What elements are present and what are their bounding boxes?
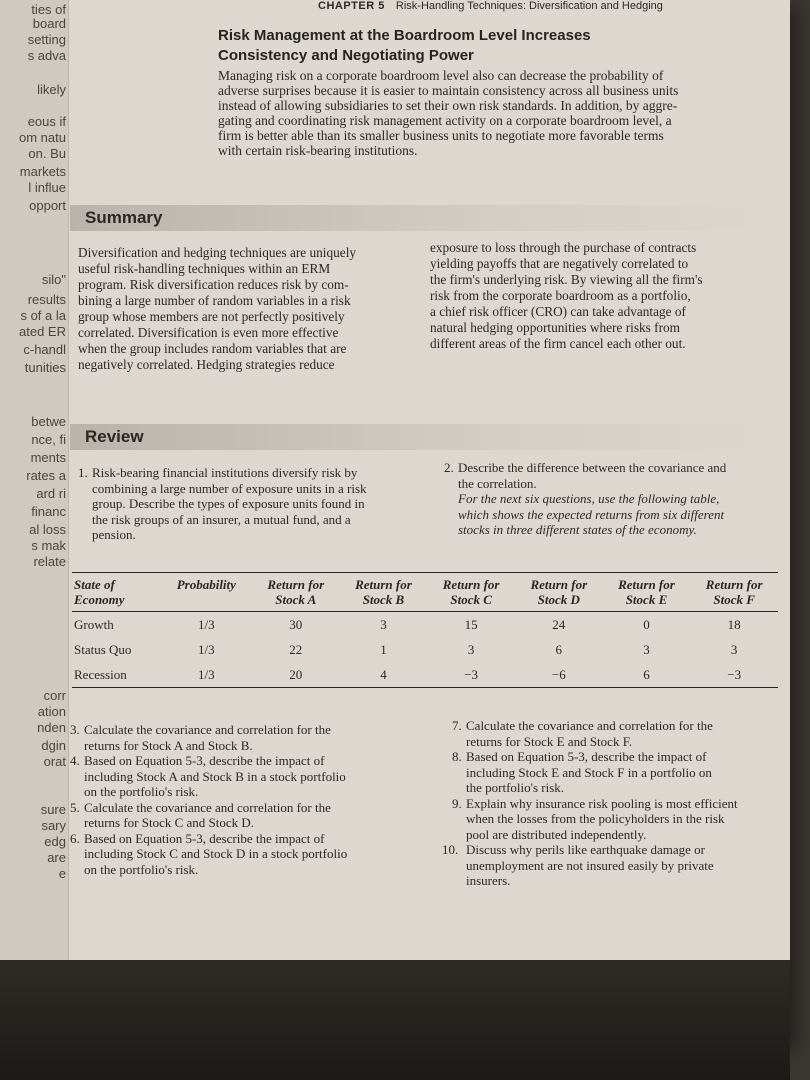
photo-background: [0, 960, 790, 1080]
question-line: including Stock C and Stock D in a stock portfolio: [84, 846, 348, 861]
summary-line: different areas of the firm cancel each other out.: [430, 336, 686, 351]
table-cell: −3: [427, 662, 515, 688]
question-line: Describe the difference between the covariance and: [458, 460, 727, 475]
stock-returns-table: [72, 572, 778, 688]
table-cell: 3: [643, 641, 650, 657]
margin-fragment: c-handl: [23, 342, 66, 357]
summary-line: exposure to loss through the purchase of contracts: [430, 240, 697, 255]
margin-fragment: are: [47, 850, 66, 865]
margin-fragment: opport: [29, 198, 66, 213]
summary-line: yielding payoffs that are negatively correlated to: [430, 256, 689, 271]
review-question-6: [70, 830, 419, 878]
question-line: Based on Equation 5-3, describe the impact of: [84, 830, 325, 846]
question-line: returns for Stock E and Stock F.: [466, 733, 633, 749]
table-cell: 6: [603, 662, 691, 688]
header-stock-b: Return for Stock B: [340, 573, 428, 612]
margin-fragment: ments: [30, 450, 66, 465]
paragraph-line: firm is better able than its smaller business units to negotiate more favorable terms: [218, 128, 664, 143]
review-question-7: [452, 718, 786, 749]
table-cell: 6: [555, 641, 563, 657]
margin-fragment: s adva: [27, 48, 66, 63]
question-number: 6.: [70, 830, 80, 846]
question-line: pool are distributed independently.: [466, 826, 647, 842]
table-cell: Status Quo: [74, 641, 132, 657]
question-number: 7.: [452, 718, 462, 733]
header-state-of-economy: State of Economy: [72, 573, 161, 612]
margin-fragment: sary: [41, 818, 66, 833]
margin-fragment: nden: [37, 720, 66, 735]
margin-fragment: l influe: [28, 180, 66, 195]
review-heading: Review: [85, 427, 144, 446]
question-line: Calculate the covariance and correlation for the: [84, 722, 331, 737]
header-stock-f: Return for Stock F: [690, 573, 778, 612]
margin-fragment: sure: [40, 802, 66, 817]
question-line: Calculate the covariance and correlation for the: [466, 718, 713, 733]
margin-fragment: relate: [33, 554, 66, 569]
question-line: Calculate the covariance and correlation for the: [84, 799, 331, 815]
margin-fragment: ation: [37, 704, 66, 719]
question-number: 5.: [70, 799, 80, 815]
margin-fragment: nce, fi: [31, 432, 66, 447]
table-row: [72, 662, 778, 688]
question-line: on the portfolio's risk.: [84, 861, 199, 877]
summary-line: correlated. Diversification is even more effective: [78, 325, 339, 340]
question-line: the risk groups of an insurer, a mutual fund, and a: [92, 511, 351, 527]
table-cell: 4: [340, 662, 428, 688]
question-line: including Stock E and Stock F in a portfolio on: [466, 764, 712, 780]
question-line: when the losses from the policyholders in the risk: [466, 811, 725, 826]
boardroom-heading-line2: Consistency and Negotiating Power: [218, 47, 474, 64]
summary-heading: Summary: [85, 208, 163, 227]
question-line: the correlation.: [458, 475, 537, 491]
question-line: Discuss why perils like earthquake damage or: [466, 842, 705, 857]
review-questions-right: [442, 718, 786, 889]
review-question-9: [452, 795, 786, 843]
table-cell: 30: [289, 616, 303, 632]
table-cell: 1/3: [161, 662, 252, 688]
margin-fragment: likely: [37, 82, 66, 97]
table-cell: Recession: [72, 662, 161, 688]
margin-fragment: dgin: [41, 738, 66, 753]
table-header-row: [72, 573, 778, 612]
summary-line: useful risk-handling techniques within an ERM: [78, 261, 331, 276]
question-line: on the portfolio's risk.: [84, 784, 199, 799]
margin-fragment: markets: [19, 164, 66, 179]
paragraph-line: adverse surprises because it is easier to maintain consistency across all business units: [218, 83, 679, 98]
chapter-title: Risk-Handling Techniques: Diversification and Hedging: [395, 0, 663, 12]
margin-fragment: om natu: [19, 130, 66, 145]
margin-fragment: betwe: [31, 414, 66, 429]
table-cell: Growth: [74, 616, 114, 632]
review-question-3: [70, 722, 419, 753]
margin-fragment: board: [32, 16, 66, 31]
margin-fragment: eous if: [27, 114, 66, 129]
summary-right-column: [430, 240, 770, 352]
table-instruction-line: stocks in three different states of the economy.: [458, 522, 697, 537]
header-probability: Probability: [161, 573, 252, 612]
margin-fragment: on. Bu: [28, 146, 66, 161]
review-question-4: [70, 753, 419, 800]
summary-band: [70, 205, 790, 231]
margin-fragment: al loss: [29, 522, 66, 537]
review-band: [70, 424, 790, 450]
header-stock-e: Return for Stock E: [603, 573, 691, 612]
question-number: 8.: [452, 749, 462, 764]
question-line: unemployment are not insured easily by private: [466, 857, 714, 873]
question-number: 1.: [78, 465, 88, 480]
question-number: 10.: [442, 842, 459, 857]
summary-line: Diversification and hedging techniques are uniquely: [78, 245, 357, 260]
table-cell: 3: [730, 641, 738, 657]
margin-fragment: orat: [43, 754, 66, 769]
table-row: [72, 637, 778, 662]
summary-line: when the group includes random variables that are: [78, 341, 347, 356]
previous-page-margin: [0, 0, 69, 960]
question-line: Risk-bearing financial institutions diversify risk by: [92, 465, 358, 480]
margin-fragment: s of a la: [20, 308, 66, 323]
table-cell: −3: [690, 662, 778, 688]
running-head: [318, 0, 738, 16]
question-number: 4.: [70, 753, 80, 768]
summary-line: bining a large number of random variables in a risk: [78, 293, 351, 308]
review-question-5: [70, 799, 419, 831]
boardroom-section: [218, 26, 758, 158]
margin-fragment: rates a: [26, 468, 66, 483]
question-line: pension.: [92, 527, 136, 542]
table-cell: 1: [380, 641, 387, 657]
table-cell: 3: [380, 616, 387, 632]
margin-fragment: ated ER: [19, 324, 66, 339]
review-question-2: [444, 460, 773, 538]
boardroom-heading-line1: Risk Management at the Boardroom Level Increases: [218, 27, 591, 44]
question-line: Based on Equation 5-3, describe the impact of: [84, 753, 325, 768]
margin-fragment: tunities: [24, 360, 66, 375]
table-cell: 24: [552, 616, 566, 632]
question-line: combining a large number of exposure units in a risk: [92, 480, 367, 496]
summary-line: the firm's underlying risk. By viewing all the firm's: [430, 272, 703, 287]
table-cell: 22: [289, 641, 303, 657]
table-instruction-line: For the next six questions, use the following table,: [458, 491, 720, 506]
paragraph-line: gating and coordinating risk management activity on a corporate boardroom level, a: [218, 113, 672, 128]
review-question-1: [78, 465, 422, 543]
review-question-8: [452, 749, 786, 796]
header-stock-c: Return for Stock C: [427, 573, 515, 612]
margin-fragment: corr: [43, 688, 66, 703]
question-number: 9.: [452, 795, 462, 811]
question-number: 2.: [444, 460, 454, 475]
margin-fragment: s mak: [31, 538, 66, 553]
summary-line: a chief risk officer (CRO) can take advantage of: [430, 304, 686, 319]
summary-line: natural hedging opportunities where risks from: [430, 320, 680, 335]
summary-line: group whose members are not perfectly positively: [78, 309, 345, 324]
margin-fragment: ard ri: [36, 486, 66, 501]
table-cell: 1/3: [198, 641, 215, 657]
summary-line: program. Risk diversification reduces risk by com-: [78, 277, 349, 292]
question-line: group. Describe the types of exposure units found in: [92, 496, 365, 511]
margin-fragment: silo": [41, 272, 66, 287]
review-question-10: [442, 842, 786, 889]
question-line: Based on Equation 5-3, describe the impact of: [466, 749, 707, 764]
margin-fragment: setting: [27, 32, 66, 47]
question-number: 3.: [70, 722, 80, 737]
question-line: the portfolio's risk.: [466, 780, 565, 795]
chapter-label: CHAPTER 5: [318, 0, 385, 12]
table-cell: 15: [464, 616, 478, 632]
table-row: [72, 612, 778, 638]
boardroom-paragraph: [218, 68, 758, 158]
table-cell: 20: [252, 662, 340, 688]
table-cell: 0: [643, 616, 650, 632]
table-cell: −6: [515, 662, 603, 688]
margin-fragment: edg: [44, 834, 66, 849]
margin-fragment: results: [27, 292, 66, 307]
question-line: insurers.: [466, 873, 511, 888]
table-cell: 3: [467, 641, 475, 657]
summary-left-column: [78, 245, 418, 373]
margin-fragment: ties of: [31, 2, 66, 17]
paragraph-line: instead of allowing subsidiaries to set their own risk standards. In addition, by aggre-: [218, 98, 678, 113]
header-stock-d: Return for Stock D: [515, 573, 603, 612]
question-line: returns for Stock C and Stock D.: [84, 815, 255, 830]
question-line: including Stock A and Stock B in a stock portfolio: [84, 768, 346, 784]
table-cell: 18: [727, 616, 741, 632]
paragraph-line: with certain risk-bearing institutions.: [218, 143, 418, 158]
margin-fragment: financ: [31, 504, 66, 519]
review-questions-left: [70, 722, 419, 877]
question-line: returns for Stock A and Stock B.: [84, 737, 253, 753]
question-line: Explain why insurance risk pooling is most efficient: [466, 795, 738, 811]
paragraph-line: Managing risk on a corporate boardroom level also can decrease the probability of: [218, 68, 664, 83]
summary-line: negatively correlated. Hedging strategies reduce: [78, 357, 335, 372]
header-stock-a: Return for Stock A: [252, 573, 340, 612]
margin-fragment: e: [58, 866, 66, 881]
summary-line: risk from the corporate boardroom as a portfolio,: [430, 288, 691, 303]
table-cell: 1/3: [198, 616, 215, 632]
table-instruction-line: which shows the expected returns from six different: [458, 506, 725, 522]
